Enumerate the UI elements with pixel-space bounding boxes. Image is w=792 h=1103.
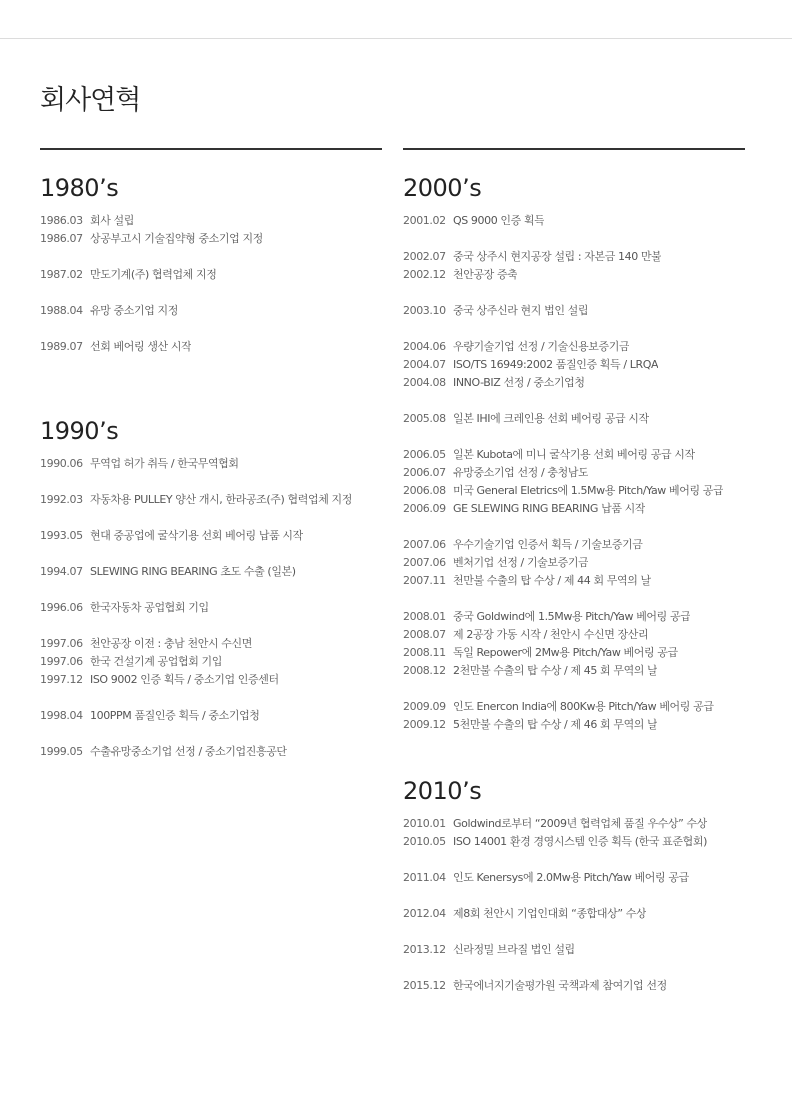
timeline-entry — [403, 977, 745, 995]
entry-text: 회사 설립 — [90, 214, 135, 227]
timeline-group — [40, 707, 382, 725]
timeline-list — [403, 815, 745, 995]
entry-date: 1986.03 — [40, 214, 83, 227]
entry-text: 중국 상주시 현지공장 설립 : 자본금 140 만불 — [453, 250, 662, 263]
entry-text: 유망중소기업 선정 / 충청남도 — [453, 466, 589, 479]
entry-text: 천만불 수출의 탑 수상 / 제 44 회 무역의 날 — [453, 574, 651, 587]
entry-text: 독일 Repower에 2Mw용 Pitch/Yaw 베어링 공급 — [453, 646, 678, 659]
entry-date: 2015.12 — [403, 979, 446, 992]
timeline-entry — [403, 698, 745, 716]
decade-title: 2010’s — [403, 777, 482, 805]
entry-text: 만도기계(주) 협력업체 지정 — [90, 268, 217, 281]
timeline-list — [403, 212, 745, 734]
timeline-entry — [403, 446, 745, 464]
entry-date: 1987.02 — [40, 268, 83, 281]
entry-date: 2008.11 — [403, 646, 446, 659]
timeline-group — [403, 446, 745, 518]
timeline-list — [40, 212, 382, 356]
timeline-entry — [40, 455, 382, 473]
entry-date: 2003.10 — [403, 304, 446, 317]
timeline-entry — [40, 707, 382, 725]
timeline-group — [40, 491, 382, 509]
entry-date: 1990.06 — [40, 457, 83, 470]
entry-text: 인도 Enercon India에 800Kw용 Pitch/Yaw 베어링 공급 — [453, 700, 714, 713]
timeline-group — [40, 527, 382, 545]
entry-text: 제 2공장 가동 시작 / 천안시 수신면 장산리 — [453, 628, 649, 641]
timeline-group — [403, 248, 745, 284]
decade-2000s — [403, 150, 745, 734]
timeline-entry — [403, 869, 745, 887]
entry-text: ISO 14001 환경 경영시스템 인증 획득 (한국 표준협회) — [453, 835, 707, 848]
timeline-group — [403, 338, 745, 392]
entry-text: 신라정밀 브라질 법인 설립 — [453, 943, 575, 956]
timeline-entry — [40, 635, 382, 653]
entry-text: INNO-BIZ 선정 / 중소기업청 — [453, 376, 585, 389]
entry-date: 2004.07 — [403, 358, 446, 371]
decade-title: 2000’s — [403, 174, 482, 202]
timeline-group — [403, 536, 745, 590]
entry-date: 2002.07 — [403, 250, 446, 263]
timeline-entry — [403, 464, 745, 482]
entry-date: 2009.12 — [403, 718, 446, 731]
top-divider — [0, 38, 792, 39]
entry-date: 2010.01 — [403, 817, 446, 830]
timeline-entry — [403, 905, 745, 923]
timeline-group — [403, 212, 745, 230]
entry-date: 1996.06 — [40, 601, 83, 614]
timeline-group — [403, 941, 745, 959]
timeline-group — [40, 743, 382, 761]
timeline-group — [403, 608, 745, 680]
entry-text: 일본 IHI에 크레인용 선회 베어링 공급 시작 — [453, 412, 649, 425]
page-title: 회사연혁 — [40, 85, 141, 116]
entry-date: 2006.05 — [403, 448, 446, 461]
entry-date: 1993.05 — [40, 529, 83, 542]
timeline-group — [403, 977, 745, 995]
timeline-entry — [403, 212, 745, 230]
entry-date: 2013.12 — [403, 943, 446, 956]
timeline-group — [403, 815, 745, 851]
entry-text: GE SLEWING RING BEARING 납품 시작 — [453, 502, 646, 515]
timeline-entry — [403, 662, 745, 680]
entry-text: 현대 중공업에 굴삭기용 선회 베어링 납품 시작 — [90, 529, 303, 542]
entry-date: 2011.04 — [403, 871, 446, 884]
timeline-entry — [40, 671, 382, 689]
entry-date: 2007.06 — [403, 538, 446, 551]
entry-text: SLEWING RING BEARING 초도 수출 (일본) — [90, 565, 296, 578]
timeline-group — [40, 563, 382, 581]
entry-date: 2002.12 — [403, 268, 446, 281]
timeline-entry — [40, 743, 382, 761]
entry-date: 2012.04 — [403, 907, 446, 920]
entry-text: ISO/TS 16949:2002 품질인증 획득 / LRQA — [453, 358, 659, 371]
timeline-entry — [403, 608, 745, 626]
entry-date: 1994.07 — [40, 565, 83, 578]
entry-date: 1989.07 — [40, 340, 83, 353]
timeline-entry — [403, 716, 745, 734]
entry-date: 2008.01 — [403, 610, 446, 623]
entry-date: 2006.09 — [403, 502, 446, 515]
timeline-entry — [403, 482, 745, 500]
timeline-group — [40, 599, 382, 617]
entry-text: 선회 베어링 생산 시작 — [90, 340, 192, 353]
timeline-group — [403, 410, 745, 428]
timeline-group — [40, 302, 382, 320]
timeline-entry — [403, 572, 745, 590]
entry-text: 자동차용 PULLEY 양산 개시, 한라공조(주) 협력업체 지정 — [90, 493, 352, 506]
decade-title: 1980’s — [40, 174, 119, 202]
timeline-entry — [403, 815, 745, 833]
entry-date: 2006.08 — [403, 484, 446, 497]
entry-text: 한국 건설기계 공업협회 기입 — [90, 655, 223, 668]
entry-date: 2007.06 — [403, 556, 446, 569]
timeline-entry — [40, 338, 382, 356]
timeline-entry — [403, 338, 745, 356]
timeline-group — [40, 212, 382, 248]
decade-title: 1990’s — [40, 417, 119, 445]
decade-2010s — [403, 773, 745, 995]
entry-date: 2004.08 — [403, 376, 446, 389]
timeline-entry — [40, 563, 382, 581]
timeline-entry — [40, 266, 382, 284]
entry-date: 2007.11 — [403, 574, 446, 587]
timeline-entry — [403, 644, 745, 662]
entry-text: 5천만불 수출의 탑 수상 / 제 46 회 무역의 날 — [453, 718, 658, 731]
timeline-group — [40, 338, 382, 356]
entry-text: 천안공장 이전 : 충남 천안시 수신면 — [90, 637, 252, 650]
entry-text: 인도 Kenersys에 2.0Mw용 Pitch/Yaw 베어링 공급 — [453, 871, 689, 884]
timeline-entry — [403, 410, 745, 428]
entry-text: 일본 Kubota에 미니 굴삭기용 선회 베어링 공급 시작 — [453, 448, 695, 461]
entry-text: 2천만불 수출의 탑 수상 / 제 45 회 무역의 날 — [453, 664, 658, 677]
timeline-entry — [403, 941, 745, 959]
timeline-entry — [403, 266, 745, 284]
entry-text: 제8회 천안시 기업인대회 “종합대상” 수상 — [453, 907, 647, 920]
entry-date: 1988.04 — [40, 304, 83, 317]
timeline-entry — [403, 500, 745, 518]
entry-date: 1997.12 — [40, 673, 83, 686]
entry-date: 2001.02 — [403, 214, 446, 227]
entry-text: 미국 General Eletrics에 1.5Mw용 Pitch/Yaw 베어링 공급 — [453, 484, 724, 497]
timeline-entry — [403, 374, 745, 392]
timeline-entry — [403, 833, 745, 851]
entry-date: 1992.03 — [40, 493, 83, 506]
timeline-group — [40, 266, 382, 284]
entry-date: 2010.05 — [403, 835, 446, 848]
timeline-entry — [40, 491, 382, 509]
timeline-group — [40, 635, 382, 689]
entry-text: 무역업 허가 취득 / 한국무역협회 — [90, 457, 239, 470]
timeline-entry — [40, 212, 382, 230]
decade-1990s — [40, 413, 382, 761]
entry-text: 중국 Goldwind에 1.5Mw용 Pitch/Yaw 베어링 공급 — [453, 610, 691, 623]
entry-text: 한국에너지기술평가원 국책과제 참여기업 선정 — [453, 979, 667, 992]
entry-date: 2006.07 — [403, 466, 446, 479]
entry-text: 유망 중소기업 지정 — [90, 304, 179, 317]
entry-date: 1997.06 — [40, 655, 83, 668]
entry-text: QS 9000 인증 획득 — [453, 214, 545, 227]
timeline-group — [403, 869, 745, 887]
entry-text: 천안공장 증축 — [453, 268, 518, 281]
timeline-entry — [403, 554, 745, 572]
timeline-group — [403, 302, 745, 320]
entry-date: 2005.08 — [403, 412, 446, 425]
timeline-group — [403, 698, 745, 734]
timeline-entry — [403, 302, 745, 320]
entry-text: 상공부고시 기술집약형 중소기업 지정 — [90, 232, 263, 245]
timeline-entry — [403, 626, 745, 644]
decade-1980s — [40, 150, 382, 356]
entry-text: ISO 9002 인증 획득 / 중소기업 인증센터 — [90, 673, 279, 686]
history-column-right — [403, 148, 745, 992]
timeline-entry — [403, 356, 745, 374]
entry-text: Goldwind로부터 “2009년 협력업체 품질 우수상” 수상 — [453, 817, 707, 830]
timeline-entry — [40, 302, 382, 320]
entry-date: 1998.04 — [40, 709, 83, 722]
timeline-entry — [40, 599, 382, 617]
entry-date: 1997.06 — [40, 637, 83, 650]
entry-text: 중국 상주신라 현지 법인 설립 — [453, 304, 589, 317]
entry-text: 벤처기업 선정 / 기술보증기금 — [453, 556, 589, 569]
entry-date: 1999.05 — [40, 745, 83, 758]
timeline-entry — [40, 230, 382, 248]
timeline-entry — [403, 536, 745, 554]
timeline-group — [403, 905, 745, 923]
entry-date: 2009.09 — [403, 700, 446, 713]
entry-text: 100PPM 품질인증 획득 / 중소기업청 — [90, 709, 260, 722]
entry-text: 한국자동차 공업협회 기입 — [90, 601, 209, 614]
timeline-entry — [40, 653, 382, 671]
entry-date: 1986.07 — [40, 232, 83, 245]
entry-date: 2008.12 — [403, 664, 446, 677]
timeline-entry — [403, 248, 745, 266]
history-column-left — [40, 148, 382, 758]
timeline-list — [40, 455, 382, 761]
entry-text: 우수기술기업 인증서 획득 / 기술보증기금 — [453, 538, 643, 551]
entry-text: 우량기술기업 선정 / 기술신용보증기금 — [453, 340, 630, 353]
entry-text: 수출유망중소기업 선정 / 중소기업진흥공단 — [90, 745, 287, 758]
entry-date: 2008.07 — [403, 628, 446, 641]
timeline-group — [40, 455, 382, 473]
entry-date: 2004.06 — [403, 340, 446, 353]
timeline-entry — [40, 527, 382, 545]
